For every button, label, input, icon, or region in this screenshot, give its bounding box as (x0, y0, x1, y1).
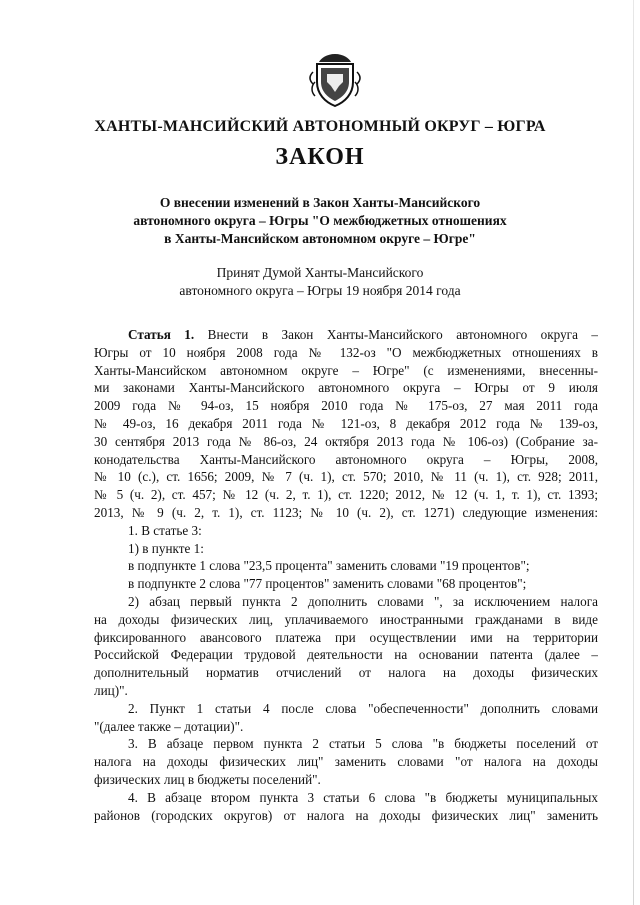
body-line: Ханты-Мансийском автономном округе – Югре" (с изменениями, внесенны- (94, 362, 598, 378)
body-line: фиксированного авансового платежа при осуществлении ими на территории (94, 629, 598, 645)
body-line: 2009 года № 94-оз, 15 ноября 2010 года № 175-оз, 27 мая 2011 года (94, 398, 598, 414)
law-body (94, 326, 598, 824)
body-line: № 5 (ч. 2), ст. 457; № 12 (ч. 2, т. 1), ст. 1220; 2012, № 12 (ч. 1, т. 1), ст. 1393; (94, 487, 598, 503)
body-line: дополнительный норматив отчислений от налога на доходы физических (94, 665, 598, 681)
body-line: конодательства Ханты-Мансийского автономного округа – Югры, 2008, (94, 451, 598, 467)
body-line: в подпункте 2 слова "77 процентов" заменить словами "68 процентов"; (128, 576, 527, 592)
body-line: районов (городских округов) от налога на доходы физических лиц" заменить (94, 807, 598, 823)
body-line: "(далее также – дотации)". (94, 718, 244, 734)
body-line: 1. В статье 3: (128, 522, 202, 538)
body-line: Статья 1. Внести в Закон Ханты-Мансийского автономного округа – (128, 327, 598, 342)
body-line: 2013, № 9 (ч. 2, т. 1), ст. 1123; № 10 (ч. 2), ст. 1271) следующие изменения: (94, 504, 598, 520)
law-title: ЗАКОН (275, 144, 365, 170)
body-line: 30 сентября 2013 года № 86-оз, 24 октября 2013 года № 106-оз) (Собрание за- (94, 433, 598, 449)
body-line: Российской Федерации трудовой деятельности на основании патента (далее – (94, 647, 598, 663)
body-line: ми законами Ханты-Мансийского автономного округа – Югры от 9 июля (94, 380, 598, 396)
region-header: ХАНТЫ-МАНСИЙСКИЙ АВТОНОМНЫЙ ОКРУГ – ЮГРА (94, 118, 546, 135)
subtitle-line: в Ханты-Мансийском автономном округе – Югре" (164, 231, 476, 246)
article-label: Статья 1. (128, 327, 195, 342)
body-line: на доходы физических лиц, уплачиваемого иностранными гражданами в виде (94, 611, 598, 627)
subtitle-line: О внесении изменений в Закон Ханты-Мансийского (159, 195, 481, 210)
body-line: в подпункте 1 слова "23,5 процента" заменить словами "19 процентов"; (128, 558, 530, 574)
body-line: лиц)". (94, 682, 128, 698)
body-line: налога на доходы физических лиц" заменить словами "от налога на доходы (94, 754, 598, 770)
body-line: физических лиц в бюджеты поселений". (94, 771, 321, 787)
body-line: Югры от 10 ноября 2008 года № 132-оз "О межбюджетных отношениях в (94, 344, 598, 360)
body-line: 1) в пункте 1: (128, 540, 204, 556)
body-line: 4. В абзаце втором пункта 3 статьи 6 слова "в бюджеты муниципальных (128, 789, 598, 805)
coat-of-arms-icon (307, 52, 363, 108)
body-line: 2) абзац первый пункта 2 дополнить словами ", за исключением налога (128, 593, 598, 609)
adoption-line: автономного округа – Югры 19 ноября 2014 года (179, 283, 461, 298)
body-line: № 10 (с.), ст. 1656; 2009, № 7 (ч. 1), ст. 570; 2010, № 11 (ч. 1), ст. 928; 2011, (94, 469, 598, 485)
body-line: 3. В абзаце первом пункта 2 статьи 5 слова "в бюджеты поселений от (128, 736, 598, 752)
body-line: 2. Пункт 1 статьи 4 после слова "обеспеченности" дополнить словами (128, 700, 598, 716)
subtitle-line: автономного округа – Югры "О межбюджетных отношениях (133, 213, 507, 228)
adoption-note (0, 264, 640, 300)
law-subtitle (0, 194, 640, 248)
adoption-line: Принят Думой Ханты-Мансийского (216, 265, 424, 280)
body-line: № 49-оз, 16 декабря 2011 года № 121-оз, 8 декабря 2012 года № 139-оз, (94, 415, 598, 431)
scan-edge (633, 0, 634, 905)
